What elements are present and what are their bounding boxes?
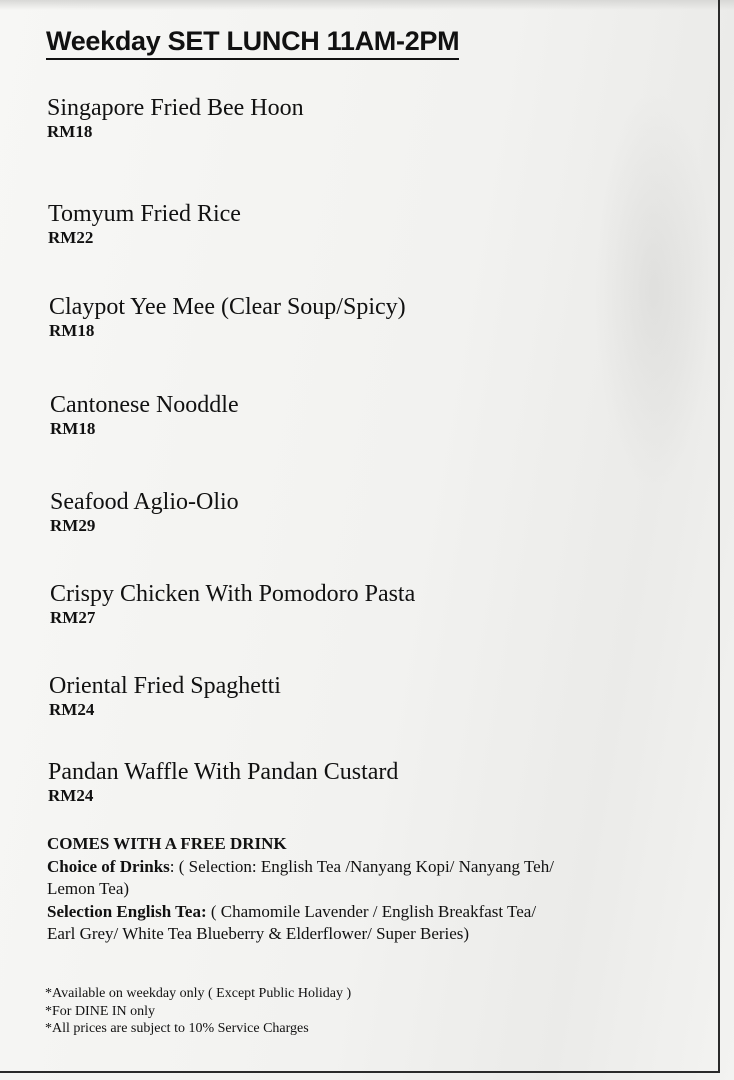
item-price: RM18 bbox=[47, 122, 93, 141]
item-name: Seafood Aglio-Olio bbox=[50, 489, 239, 515]
footnote: *All prices are subject to 10% Service Charges bbox=[45, 1021, 309, 1036]
tea-selection-label: Selection English Tea: bbox=[47, 901, 207, 921]
menu-title: Weekday SET LUNCH 11AM-2PM bbox=[46, 24, 459, 60]
drink-choice-label: Choice of Drinks bbox=[47, 856, 170, 876]
menu-item bbox=[50, 580, 415, 628]
drink-choice-line bbox=[47, 856, 554, 879]
drink-choice-text: : ( Selection: English Tea /Nanyang Kopi/ Nanyang Teh/ bbox=[169, 856, 554, 876]
drink-heading: COMES WITH A FREE DRINK bbox=[47, 834, 287, 853]
item-name: Cantonese Nooddle bbox=[50, 392, 239, 418]
item-name: Singapore Fried Bee Hoon bbox=[47, 95, 304, 121]
menu-item bbox=[47, 94, 304, 142]
footnotes bbox=[45, 985, 351, 1038]
tea-selection-line-2: Earl Grey/ White Tea Blueberry & Elderflower/ Super Beries) bbox=[47, 924, 470, 943]
item-price: RM18 bbox=[49, 321, 95, 340]
item-name: Pandan Waffle With Pandan Custard bbox=[48, 759, 399, 785]
menu-item bbox=[50, 488, 239, 536]
footnote: *For DINE IN only bbox=[45, 1003, 156, 1019]
item-price: RM24 bbox=[48, 786, 94, 805]
right-border-line bbox=[718, 0, 720, 1072]
menu-item bbox=[49, 672, 281, 720]
bottom-border-line bbox=[0, 1071, 720, 1073]
drink-section bbox=[47, 833, 554, 946]
item-price: RM24 bbox=[49, 700, 95, 719]
menu-item bbox=[48, 200, 241, 248]
item-name: Crispy Chicken With Pomodoro Pasta bbox=[50, 581, 416, 607]
item-name: Claypot Yee Mee (Clear Soup/Spicy) bbox=[49, 294, 406, 320]
menu-item bbox=[48, 758, 398, 806]
footnote: *Available on weekday only ( Except Public Holiday ) bbox=[45, 986, 352, 1001]
item-price: RM22 bbox=[48, 228, 94, 247]
menu-item bbox=[50, 391, 239, 439]
paper-top-edge bbox=[0, 0, 734, 10]
item-price: RM18 bbox=[50, 419, 96, 438]
paper-shadow bbox=[594, 90, 714, 490]
item-name: Oriental Fried Spaghetti bbox=[49, 673, 281, 699]
tea-selection-text: ( Chamomile Lavender / English Breakfast Tea/ bbox=[206, 901, 537, 921]
tea-selection-line bbox=[47, 901, 554, 924]
item-price: RM27 bbox=[50, 608, 96, 627]
menu-item bbox=[49, 293, 406, 341]
drink-choice-line-2: Lemon Tea) bbox=[47, 879, 130, 898]
item-name: Tomyum Fried Rice bbox=[48, 201, 241, 227]
item-price: RM29 bbox=[50, 516, 96, 535]
